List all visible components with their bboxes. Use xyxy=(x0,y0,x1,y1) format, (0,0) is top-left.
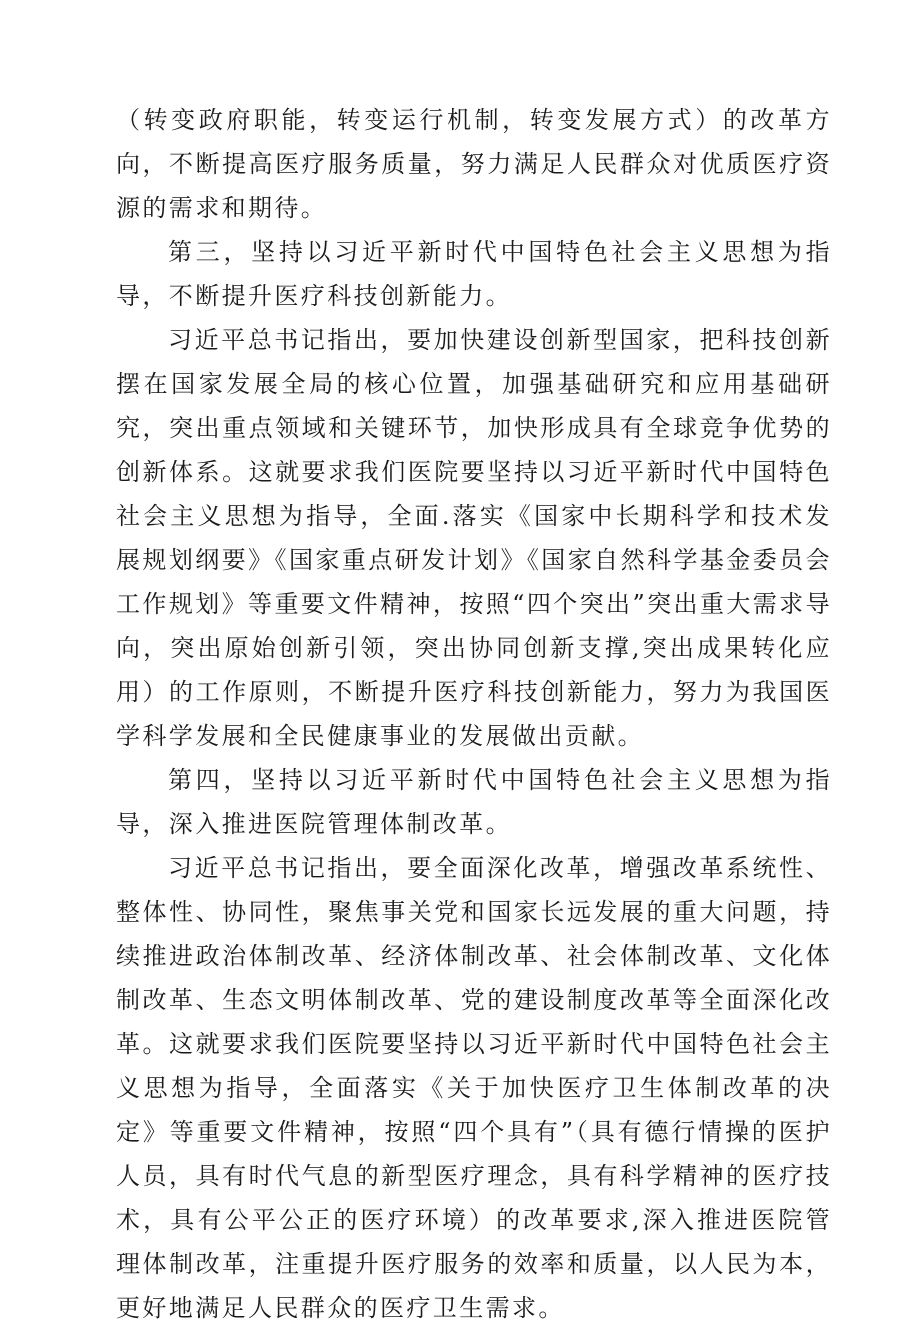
document-body xyxy=(116,98,832,1330)
paragraph-1: （转变政府职能，转变运行机制，转变发展方式）的改革方向，不断提高医疗服务质量，努力满足人民群众对优质医疗资源的需求和期待。 xyxy=(116,106,832,222)
paragraph-3: 习近平总书记指出，要加快建设创新型国家，把科技创新摆在国家发展全局的核心位置，加强基础研究和应用基础研究，突出重点领域和关键环节，加快形成具有全球竞争优势的创新体系。这就要求我们医院要坚持以习近平新时代中国特色社会主义思想为指导，全面.落实《国家中长期科学和技术发展规划纲要》《国家重点研发计划》《国家自然科学基金委员会工作规划》等重要文件精神，按照“四个突出”突出重大需求导向，突出原始创新引领，突出协同创新支撑,突出成果转化应用）的工作原则，不断提升医疗科技创新能力，努力为我国医学科学发展和全民健康事业的发展做出贡献。 xyxy=(116,326,832,750)
paragraph-4-heading-fourth: 第四，坚持以习近平新时代中国特色社会主义思想为指导，深入推进医院管理体制改革。 xyxy=(116,766,832,838)
paragraph-2-heading-third: 第三，坚持以习近平新时代中国特色社会主义思想为指导，不断提升医疗科技创新能力。 xyxy=(116,238,832,310)
paragraph-5: 习近平总书记指出，要全面深化改革，增强改革系统性、整体性、协同性，聚焦事关党和国家长远发展的重大问题，持续推进政治体制改革、经济体制改革、社会体制改革、文化体制改革、生态文明体制改革、党的建设制度改革等全面深化改革。这就要求我们医院要坚持以习近平新时代中国特色社会主义思想为指导，全面落实《关于加快医疗卫生体制改革的决定》等重要文件精神，按照“四个具有”（具有德行情操的医护人员，具有时代气息的新型医疗理念，具有科学精神的医疗技术，具有公平公正的医疗环境）的改革要求,深入推进医院管理体制改革，注重提升医疗服务的效率和质量，以人民为本，更好地满足人民群众的医疗卫生需求。 xyxy=(116,854,832,1322)
